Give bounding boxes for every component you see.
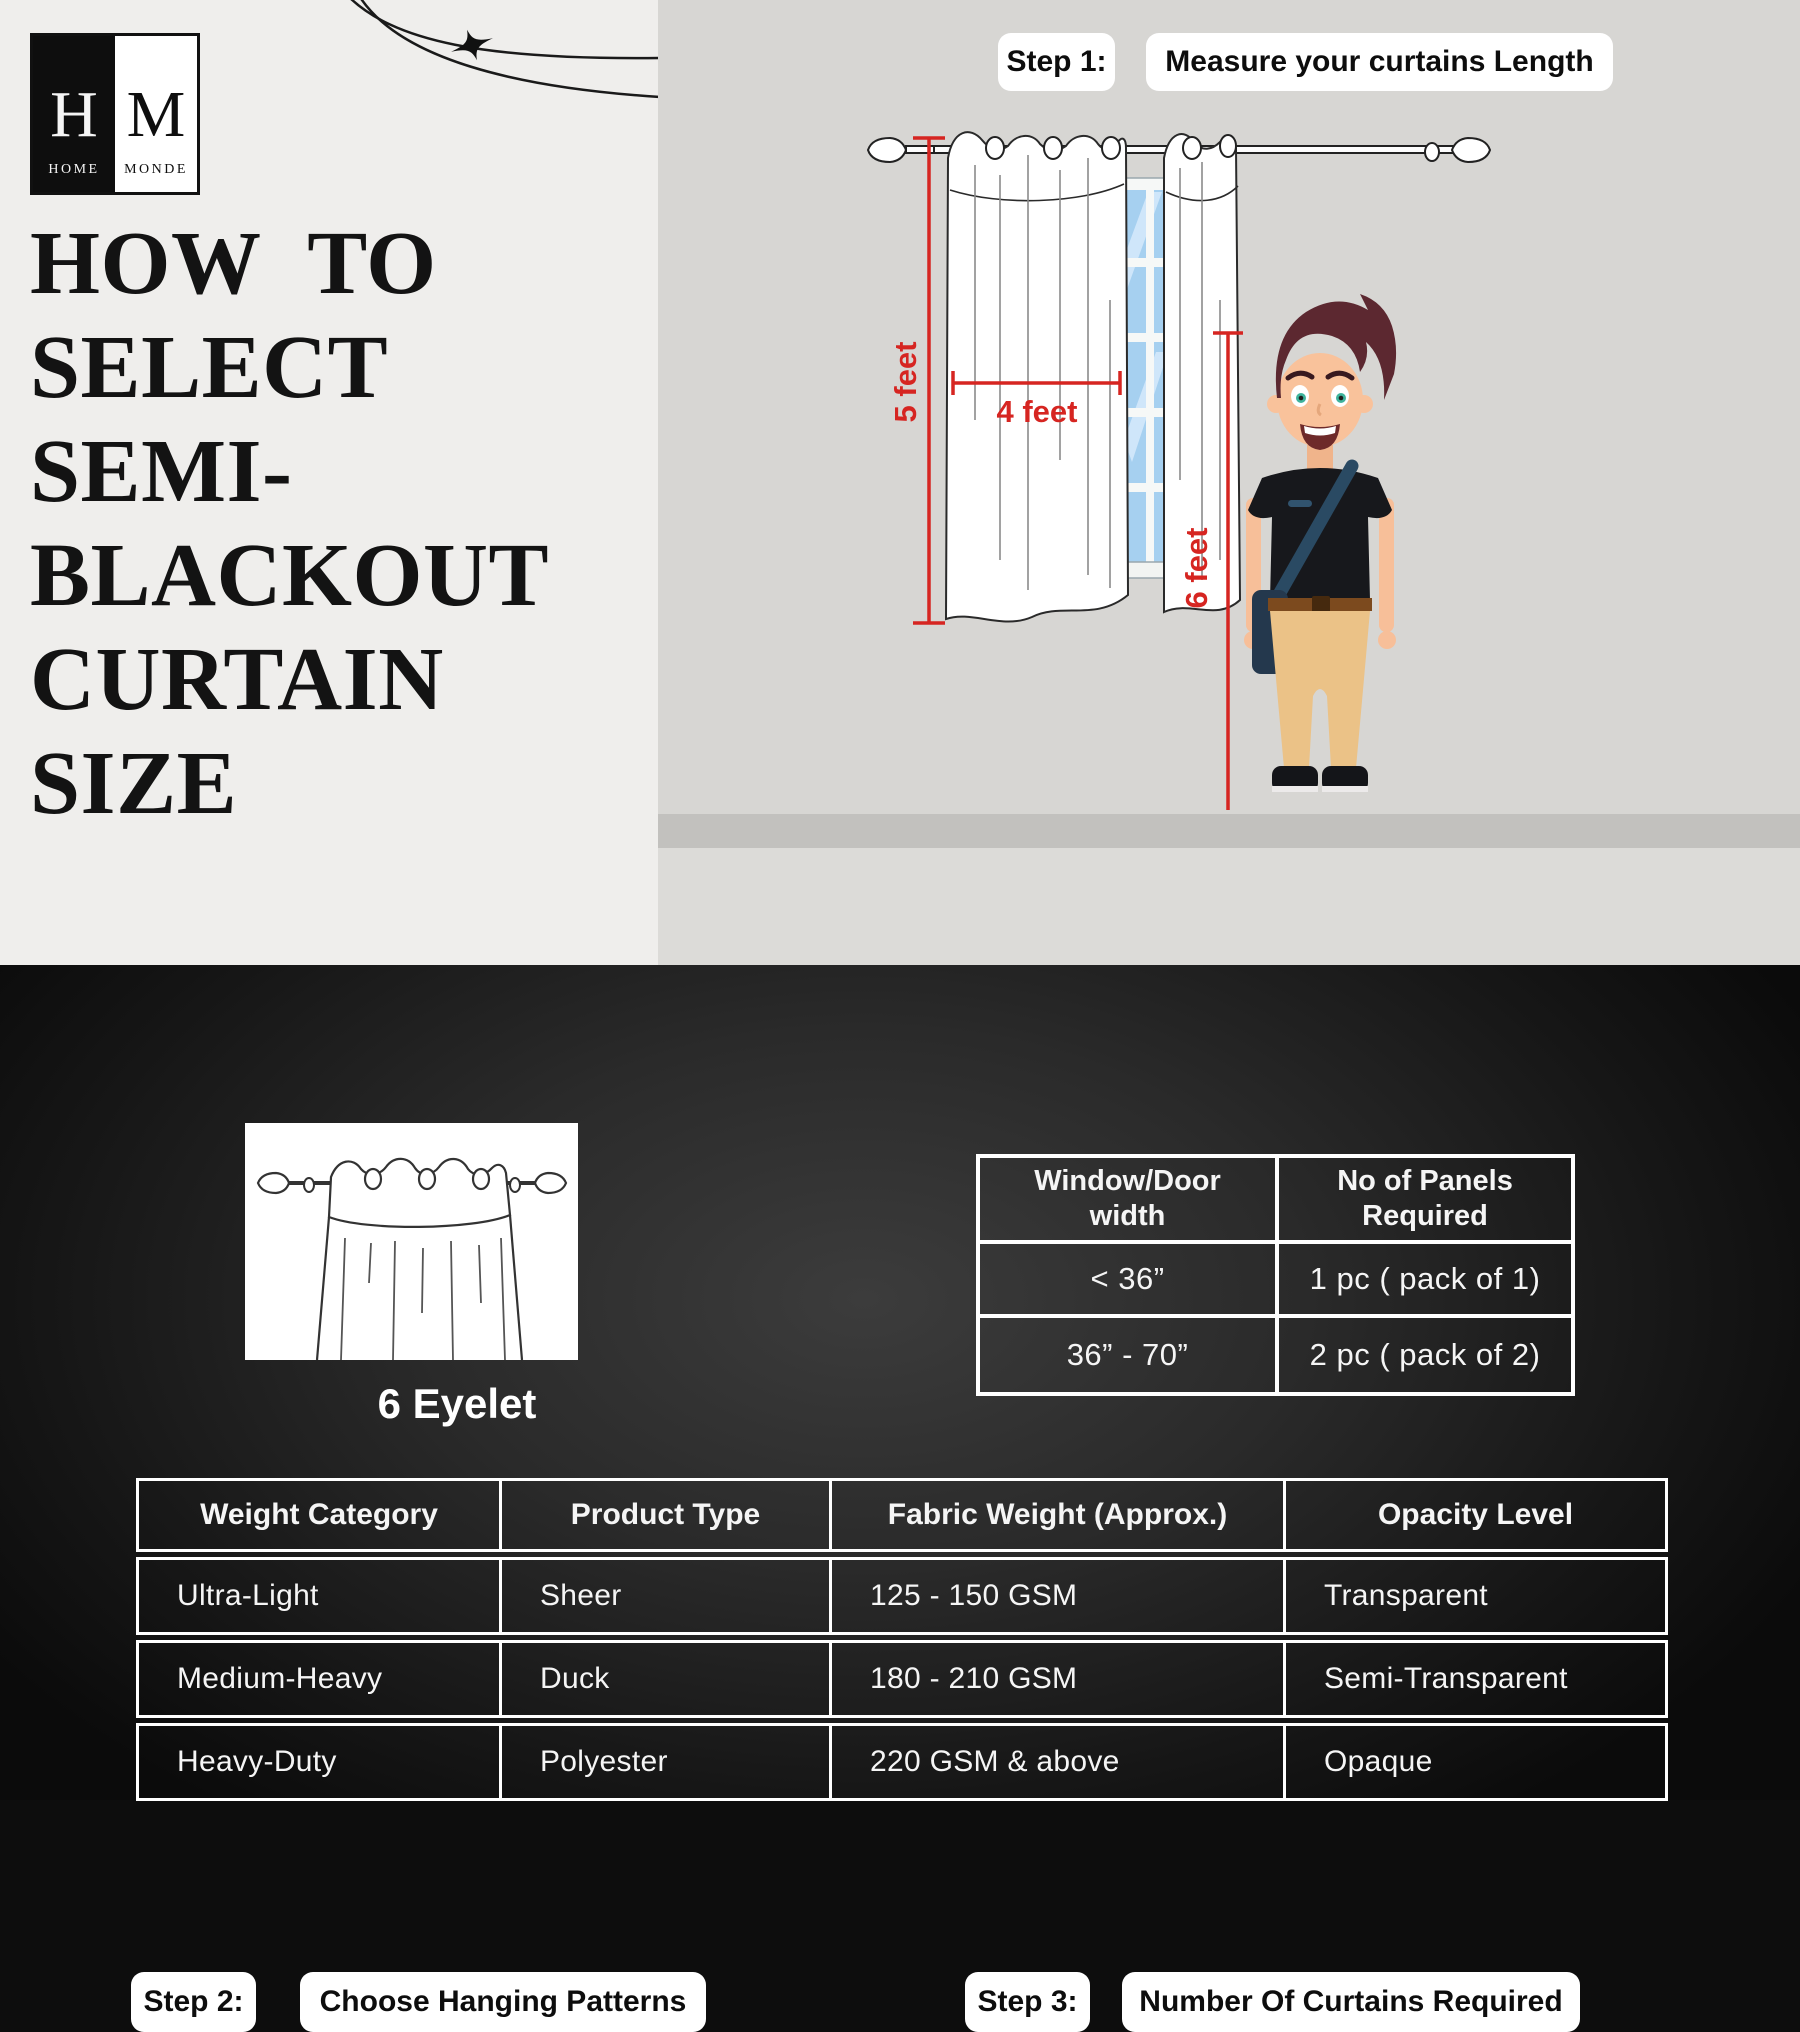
logo-word-monde: MONDE — [124, 162, 188, 177]
steps-section — [0, 965, 1800, 2018]
table-cell: 220 GSM & above — [829, 1723, 1286, 1801]
floor — [658, 848, 1800, 965]
person-measure-label: 6 feet — [1179, 527, 1214, 609]
step1-heading-label: Measure your curtains Length — [1165, 45, 1594, 78]
logo-left-half — [33, 36, 115, 192]
fabric-table-header: Fabric Weight (Approx.) — [829, 1478, 1286, 1552]
step1-panel — [658, 0, 1800, 965]
fabric-weight-table — [136, 1478, 1674, 1801]
fabric-table-header: Product Type — [499, 1478, 832, 1552]
table-cell: Transparent — [1283, 1557, 1668, 1635]
intro-panel — [0, 0, 658, 965]
table-cell: < 36” — [978, 1242, 1277, 1316]
table-cell: Opaque — [1283, 1723, 1668, 1801]
pattern-name-label: 6 Eyelet — [377, 1380, 537, 1427]
table-cell: Heavy-Duty — [136, 1723, 502, 1801]
panels-table-header: Window/Door width — [978, 1156, 1277, 1242]
table-cell: Duck — [499, 1640, 832, 1718]
table-cell: Sheer — [499, 1557, 832, 1635]
width-measure-label: 4 feet — [996, 394, 1078, 429]
title-line: HOW TO — [30, 214, 437, 313]
height-measure-label: 5 feet — [888, 341, 923, 423]
step2-badge-label: Step 2: — [143, 1985, 244, 2018]
title-line: SELECT — [30, 318, 389, 417]
brand-logo — [30, 33, 200, 195]
fabric-table-header: Weight Category — [136, 1478, 502, 1552]
table-header-row — [136, 1478, 1674, 1552]
panels-table-header: No of Panels Required — [1277, 1156, 1573, 1242]
table-cell: 1 pc ( pack of 1) — [1277, 1242, 1573, 1316]
table-cell: Polyester — [499, 1723, 832, 1801]
logo-initial-h: H — [50, 78, 98, 151]
table-cell: 36” - 70” — [978, 1316, 1277, 1394]
table-cell: Semi-Transparent — [1283, 1640, 1668, 1718]
step3-heading-label: Number Of Curtains Required — [1139, 1985, 1563, 2018]
table-row — [136, 1723, 1674, 1801]
sparkle-doodle-icon — [330, 0, 658, 115]
step2-badge — [131, 1972, 256, 2032]
page-title — [30, 212, 650, 836]
title-line: SEMI- — [30, 422, 293, 521]
table-row — [136, 1557, 1674, 1635]
title-line: SIZE — [30, 734, 238, 833]
step3-badge — [965, 1972, 1090, 2032]
eyelet-curtain-icon — [245, 1123, 578, 1360]
step2-heading — [300, 1972, 706, 2032]
logo-right-half — [115, 36, 197, 192]
step3-heading — [1122, 1972, 1580, 2032]
table-row — [136, 1640, 1674, 1718]
fabric-table-header: Opacity Level — [1283, 1478, 1668, 1552]
measurement-scene — [658, 0, 1800, 965]
step1-heading — [1146, 33, 1613, 91]
hanging-pattern-card — [245, 1123, 578, 1360]
step3-badge-label: Step 3: — [977, 1985, 1078, 2018]
panels-required-table — [976, 1154, 1575, 1396]
logo-initial-m: M — [126, 78, 186, 151]
title-line: CURTAIN — [30, 630, 444, 729]
title-line: BLACKOUT — [30, 526, 550, 625]
table-cell: 180 - 210 GSM — [829, 1640, 1286, 1718]
baseboard — [658, 814, 1800, 848]
logo-word-home: HOME — [48, 162, 100, 177]
table-cell: 125 - 150 GSM — [829, 1557, 1286, 1635]
table-cell: 2 pc ( pack of 2) — [1277, 1316, 1573, 1394]
step1-badge — [998, 33, 1115, 91]
table-cell: Ultra-Light — [136, 1557, 502, 1635]
table-cell: Medium-Heavy — [136, 1640, 502, 1718]
step1-badge-label: Step 1: — [1006, 45, 1107, 78]
top-section — [0, 0, 1800, 965]
step2-heading-label: Choose Hanging Patterns — [319, 1985, 687, 2018]
curtain-left-illustration — [946, 132, 1128, 621]
